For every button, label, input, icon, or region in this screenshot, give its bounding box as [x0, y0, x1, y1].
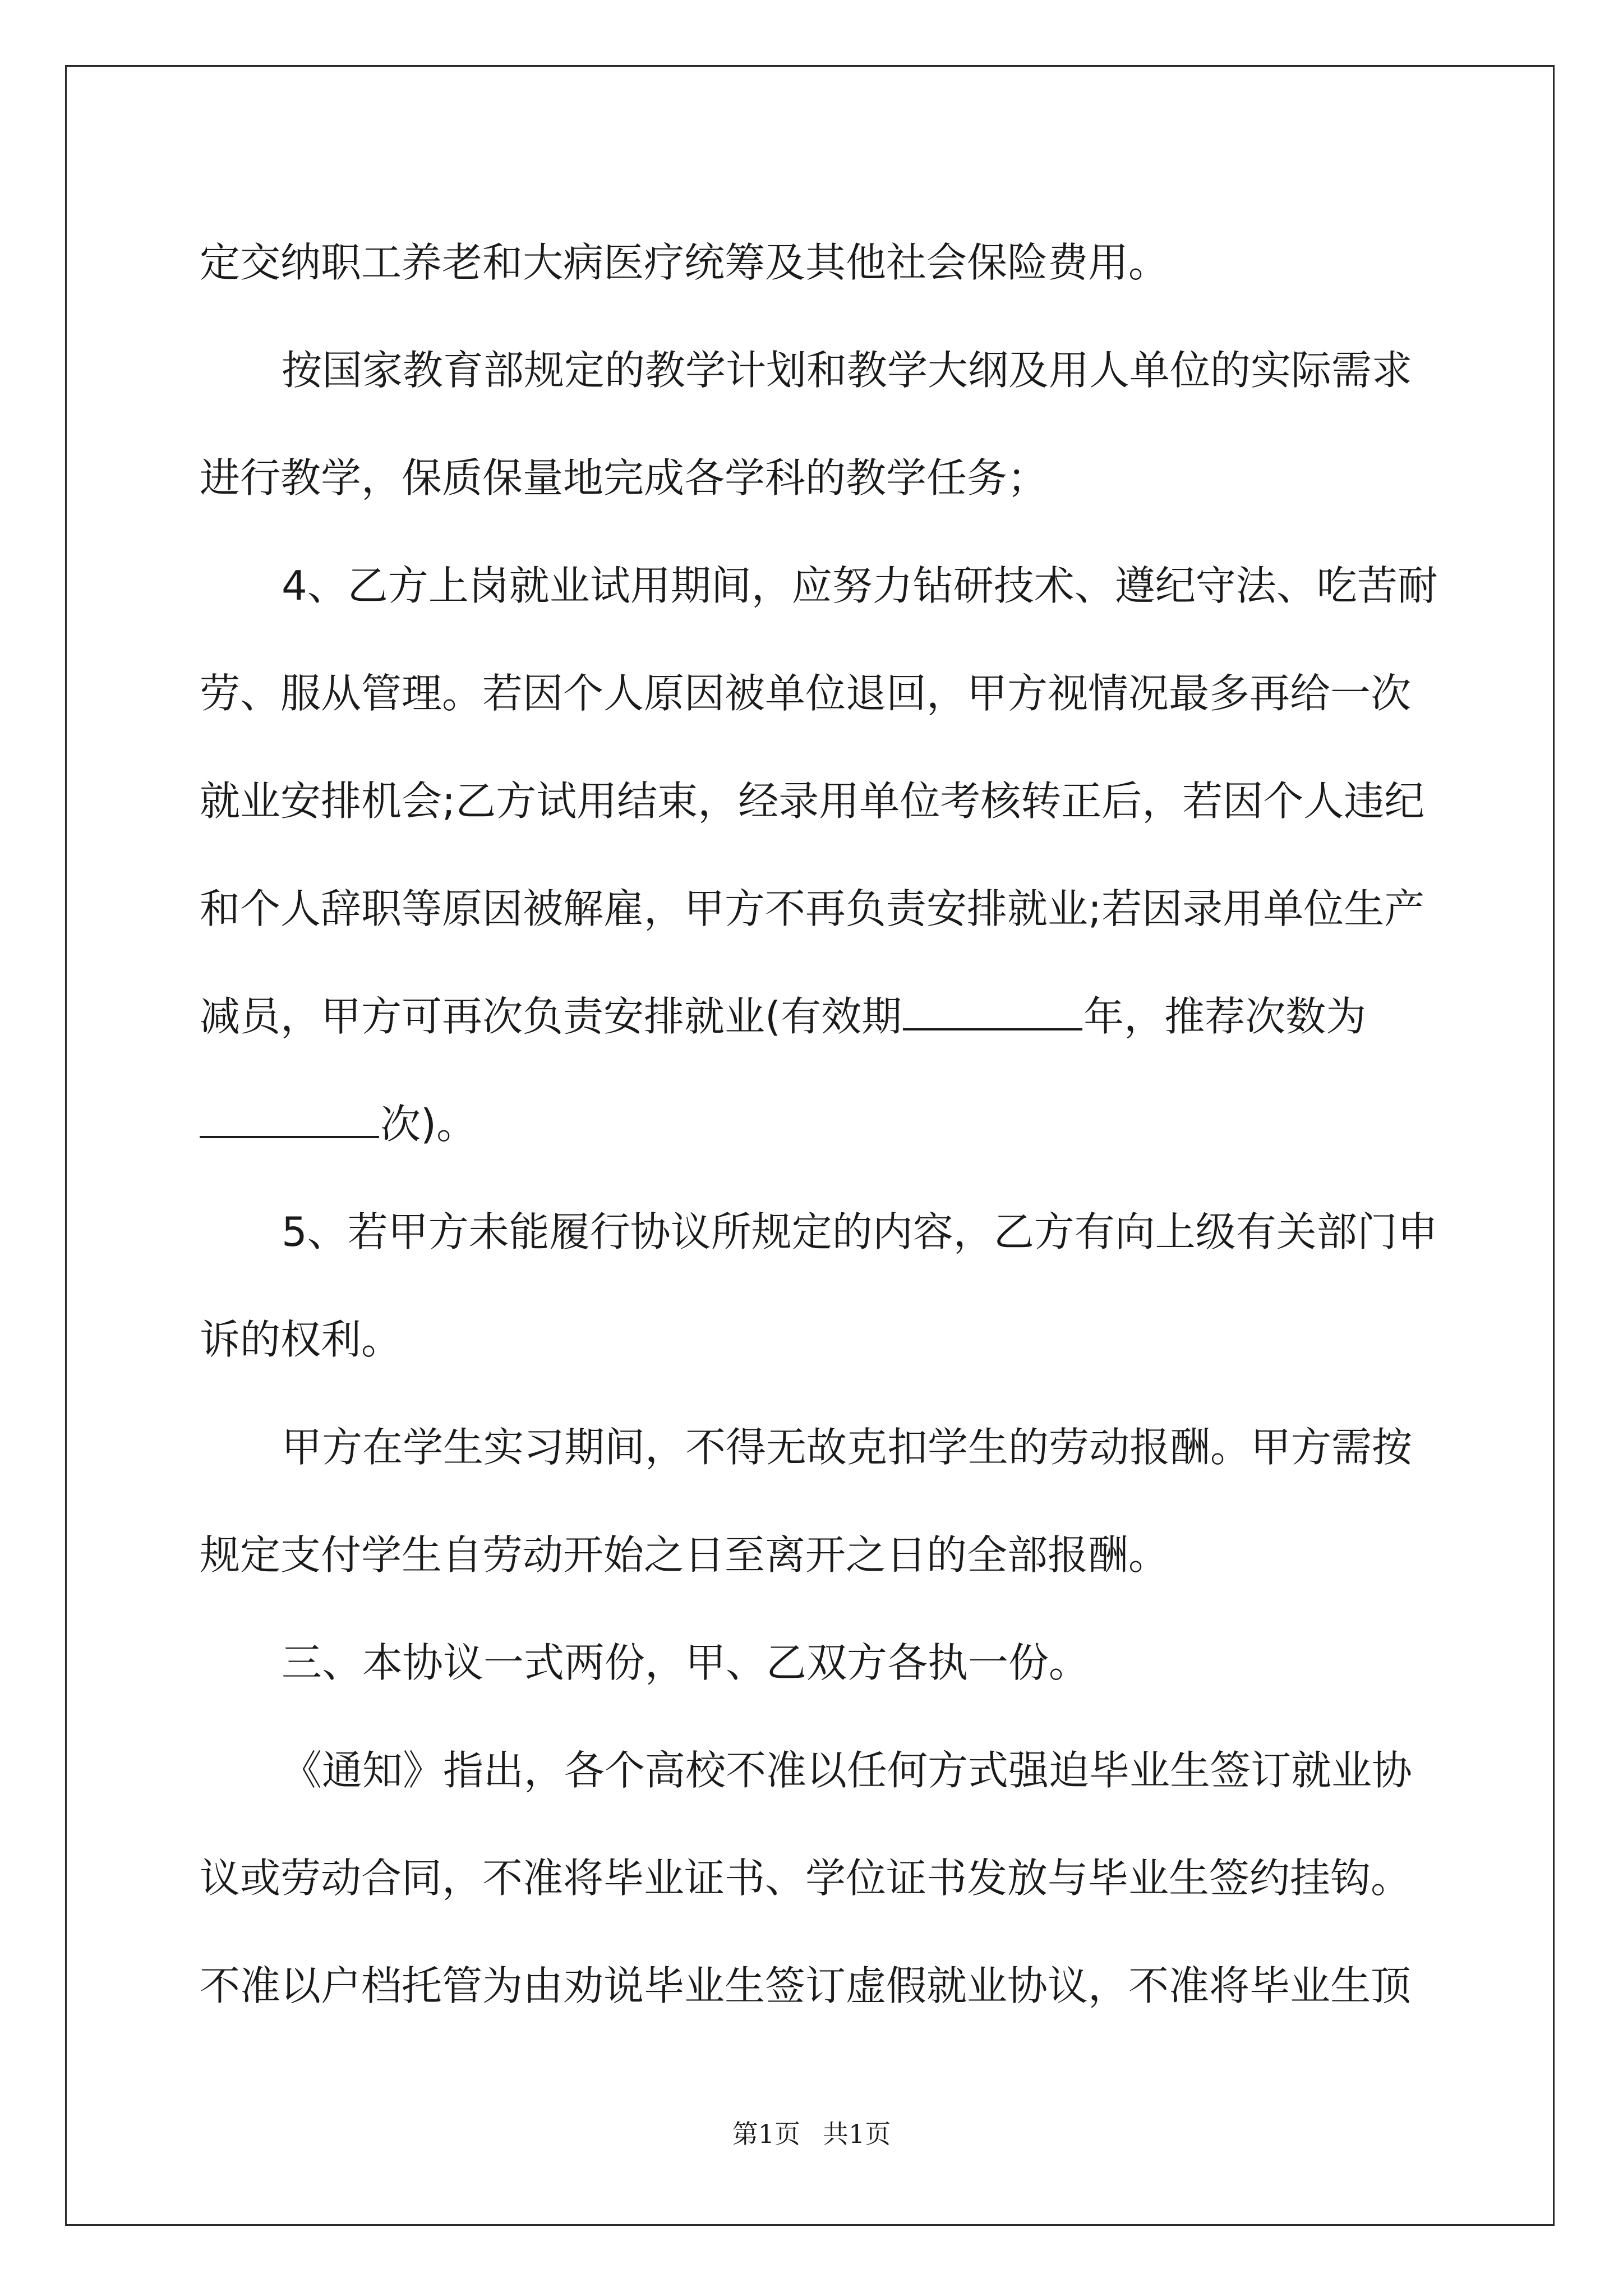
paragraph-line: 不准以户档托管为由劝说毕业生签订虚假就业协议，不准将毕业生顶	[200, 1962, 1412, 2009]
line-text: 次)。	[380, 1101, 477, 1148]
paragraph-line: 5、若甲方未能履行协议所规定的内容，乙方有向上级有关部门申	[282, 1208, 1438, 1255]
paragraph-line: 议或劳动合同，不准将毕业证书、学位证书发放与毕业生签约挂钩。	[200, 1855, 1412, 1902]
paragraph-line: 和个人辞职等原因被解雇，甲方不再负责安排就业;若因录用单位生产	[200, 885, 1425, 932]
paragraph-line: 规定支付学生自劳动开始之日至离开之日的全部报酬。	[200, 1531, 1169, 1579]
fill-in-blank	[200, 1134, 379, 1138]
fill-in-blank	[903, 1026, 1082, 1030]
paragraph-line: 4、乙方上岗就业试用期间，应努力钻研技术、遵纪守法、吃苦耐	[282, 562, 1438, 609]
page-total: 共1页	[823, 2119, 891, 2149]
paragraph-line: 三、本协议一式两份，甲、乙双方各执一份。	[282, 1639, 1090, 1686]
page-number: 第1页	[732, 2119, 800, 2149]
paragraph-line: 劳、服从管理。若因个人原因被单位退回，甲方视情况最多再给一次	[200, 670, 1412, 717]
paragraph-line	[200, 963, 1422, 1070]
line-text: 年，推荐次数为	[1083, 993, 1367, 1040]
paragraph-line: 诉的权利。	[200, 1316, 402, 1363]
paragraph-line	[200, 1070, 1422, 1178]
paragraph-line: 就业安排机会;乙方试用结束，经录用单位考核转正后，若因个人违纪	[200, 777, 1425, 825]
paragraph-line: 进行教学，保质保量地完成各学科的教学任务；	[200, 454, 1048, 501]
line-text: 减员，甲方可再次负责安排就业(有效期	[200, 993, 902, 1040]
page-footer	[0, 2114, 1623, 2151]
paragraph-line: 甲方在学生实习期间，不得无故克扣学生的劳动报酬。甲方需按	[282, 1424, 1413, 1471]
paragraph-line: 按国家教育部规定的教学计划和教学大纲及用人单位的实际需求	[282, 347, 1413, 394]
paragraph-line: 定交纳职工养老和大病医疗统筹及其他社会保险费用。	[200, 239, 1169, 286]
paragraph-line: 《通知》指出，各个高校不准以任何方式强迫毕业生签订就业协	[282, 1747, 1413, 1794]
document-body	[200, 209, 1438, 2040]
